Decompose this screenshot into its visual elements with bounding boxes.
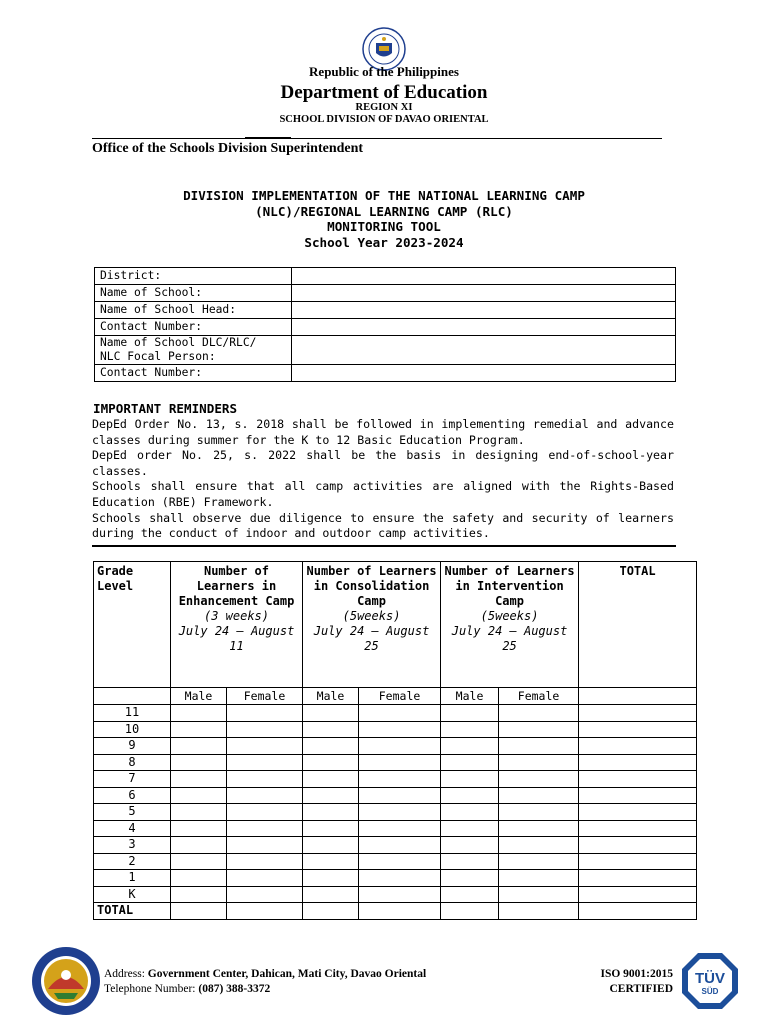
grade-label: 9 bbox=[94, 738, 171, 755]
table-cell[interactable] bbox=[171, 820, 227, 837]
table-cell[interactable] bbox=[499, 837, 579, 854]
info-value[interactable] bbox=[292, 365, 676, 382]
school-info-table bbox=[94, 267, 676, 382]
table-cell[interactable] bbox=[499, 804, 579, 821]
grade-row bbox=[94, 820, 697, 837]
gender-subheader-row bbox=[94, 688, 697, 705]
reminder-item: Schools shall observe due diligence to ensure the safety and security of learners during the conduct of indoor and outdoor camp activities. bbox=[92, 510, 674, 541]
title-line-2: (NLC)/REGIONAL LEARNING CAMP (RLC) bbox=[255, 203, 513, 219]
table-cell[interactable] bbox=[359, 787, 441, 804]
table-cell[interactable] bbox=[441, 787, 499, 804]
grade-row bbox=[94, 771, 697, 788]
table-cell[interactable] bbox=[171, 705, 227, 722]
table-cell[interactable] bbox=[579, 738, 697, 755]
table-cell[interactable] bbox=[441, 804, 499, 821]
table-cell[interactable] bbox=[579, 754, 697, 771]
table-cell[interactable] bbox=[359, 886, 441, 903]
grade-row bbox=[94, 886, 697, 903]
grade-row bbox=[94, 721, 697, 738]
table-cell[interactable] bbox=[227, 787, 303, 804]
male-subheader: Male bbox=[171, 688, 227, 705]
table-cell[interactable] bbox=[303, 820, 359, 837]
table-cell[interactable] bbox=[227, 771, 303, 788]
camp-dates: July 24 – August 11 bbox=[178, 624, 295, 653]
info-label: Contact Number: bbox=[95, 365, 292, 382]
info-row bbox=[95, 336, 676, 365]
table-cell[interactable] bbox=[441, 771, 499, 788]
table-cell[interactable] bbox=[171, 721, 227, 738]
office-label: Office of the Schools Division Superintendent bbox=[92, 141, 364, 156]
table-cell[interactable] bbox=[579, 870, 697, 887]
table-cell[interactable] bbox=[227, 754, 303, 771]
male-subheader: Male bbox=[441, 688, 499, 705]
table-cell[interactable] bbox=[171, 738, 227, 755]
grade-row bbox=[94, 853, 697, 870]
table-cell[interactable] bbox=[171, 903, 227, 920]
table-cell[interactable] bbox=[499, 870, 579, 887]
camp-title: Number of Learners in Intervention Camp bbox=[444, 564, 575, 608]
grade-row bbox=[94, 754, 697, 771]
grade-level-header: Grade Level bbox=[94, 562, 171, 688]
table-cell[interactable] bbox=[227, 853, 303, 870]
grade-row bbox=[94, 804, 697, 821]
info-row bbox=[95, 268, 676, 285]
camp-dates: July 24 – August 25 bbox=[313, 624, 430, 653]
table-cell[interactable] bbox=[227, 721, 303, 738]
table-cell[interactable] bbox=[171, 870, 227, 887]
grade-label: 3 bbox=[94, 837, 171, 854]
table-cell[interactable] bbox=[499, 886, 579, 903]
table-cell[interactable] bbox=[303, 903, 359, 920]
table-cell[interactable] bbox=[499, 853, 579, 870]
table-cell[interactable] bbox=[227, 886, 303, 903]
info-value[interactable] bbox=[292, 285, 676, 302]
grade-label: 10 bbox=[94, 721, 171, 738]
info-label: Name of School Head: bbox=[95, 302, 292, 319]
table-cell[interactable] bbox=[303, 771, 359, 788]
document-title bbox=[0, 188, 768, 251]
table-cell[interactable] bbox=[227, 804, 303, 821]
iso-label: ISO 9001:2015 bbox=[600, 968, 673, 980]
grade-label: 7 bbox=[94, 771, 171, 788]
table-cell[interactable] bbox=[579, 787, 697, 804]
table-cell[interactable] bbox=[579, 886, 697, 903]
grade-row bbox=[94, 787, 697, 804]
table-cell[interactable] bbox=[227, 705, 303, 722]
total-row-label: TOTAL bbox=[94, 903, 171, 920]
table-cell[interactable] bbox=[227, 870, 303, 887]
phone-label: Telephone Number: bbox=[104, 983, 196, 995]
grade-row bbox=[94, 705, 697, 722]
blank-subheader bbox=[579, 688, 697, 705]
info-value[interactable] bbox=[292, 336, 676, 365]
tuv-sud-certification-icon bbox=[680, 951, 740, 1011]
female-subheader: Female bbox=[359, 688, 441, 705]
table-cell[interactable] bbox=[359, 771, 441, 788]
footer-contact bbox=[104, 967, 426, 997]
grade-label: K bbox=[94, 886, 171, 903]
info-label: Contact Number: bbox=[95, 319, 292, 336]
reminders-divider bbox=[92, 545, 676, 547]
camp-duration: (5weeks) bbox=[342, 609, 401, 623]
table-cell[interactable] bbox=[441, 903, 499, 920]
female-subheader: Female bbox=[227, 688, 303, 705]
info-row bbox=[95, 285, 676, 302]
table-cell[interactable] bbox=[441, 886, 499, 903]
table-cell[interactable] bbox=[499, 903, 579, 920]
consolidation-camp-header bbox=[303, 562, 441, 688]
table-cell[interactable] bbox=[303, 754, 359, 771]
header-divider-accent bbox=[245, 137, 291, 139]
region-label: REGION XI bbox=[355, 102, 413, 113]
camp-title: Number of Learners in Enhancement Camp bbox=[178, 564, 295, 608]
table-cell[interactable] bbox=[499, 771, 579, 788]
tuv-text: TÜV bbox=[695, 970, 725, 987]
table-cell[interactable] bbox=[359, 721, 441, 738]
table-cell[interactable] bbox=[359, 853, 441, 870]
table-cell[interactable] bbox=[499, 820, 579, 837]
table-cell[interactable] bbox=[303, 787, 359, 804]
table-cell[interactable] bbox=[441, 837, 499, 854]
table-cell[interactable] bbox=[441, 721, 499, 738]
title-line-3: MONITORING TOOL bbox=[327, 219, 441, 235]
reminder-item: DepEd Order No. 13, s. 2018 shall be followed in implementing remedial and advance classes during summer for the K to 12 Basic Education Program. bbox=[92, 417, 674, 447]
table-cell[interactable] bbox=[499, 738, 579, 755]
table-cell[interactable] bbox=[579, 771, 697, 788]
table-cell[interactable] bbox=[359, 903, 441, 920]
grade-label: 8 bbox=[94, 754, 171, 771]
table-cell[interactable] bbox=[171, 837, 227, 854]
total-row bbox=[94, 903, 697, 920]
phone-line bbox=[104, 982, 426, 997]
table-cell[interactable] bbox=[579, 903, 697, 920]
table-cell[interactable] bbox=[303, 837, 359, 854]
table-cell[interactable] bbox=[359, 820, 441, 837]
title-line-4: School Year 2023-2024 bbox=[304, 235, 464, 251]
reminders-list bbox=[92, 417, 674, 542]
grade-row bbox=[94, 870, 697, 887]
table-cell[interactable] bbox=[227, 837, 303, 854]
grade-row bbox=[94, 738, 697, 755]
enhancement-camp-header bbox=[171, 562, 303, 688]
info-label: Name of School: bbox=[95, 285, 292, 302]
table-cell[interactable] bbox=[441, 853, 499, 870]
reminder-item: DepEd order No. 25, s. 2022 shall be the basis in designing end-of-school-year classes. bbox=[92, 448, 674, 478]
header-divider bbox=[92, 138, 662, 139]
camp-dates: July 24 – August 25 bbox=[451, 624, 568, 653]
table-cell[interactable] bbox=[359, 754, 441, 771]
info-label-line1: Name of School DLC/RLC/ bbox=[100, 336, 257, 349]
phone-value: (087) 388-3372 bbox=[198, 983, 271, 995]
female-subheader: Female bbox=[499, 688, 579, 705]
info-row bbox=[95, 365, 676, 382]
table-cell[interactable] bbox=[303, 804, 359, 821]
table-header-row bbox=[94, 562, 697, 688]
table-cell[interactable] bbox=[359, 837, 441, 854]
title-line-1: DIVISION IMPLEMENTATION OF THE NATIONAL LEARNING CAMP bbox=[183, 188, 585, 203]
table-cell[interactable] bbox=[303, 705, 359, 722]
camp-title: Number of Learners in Consolidation Camp bbox=[306, 564, 437, 608]
table-cell[interactable] bbox=[579, 853, 697, 870]
republic-label: Republic of the Philippines bbox=[309, 64, 459, 79]
table-cell[interactable] bbox=[579, 705, 697, 722]
division-label: SCHOOL DIVISION OF DAVAO ORIENTAL bbox=[279, 114, 489, 125]
info-value[interactable] bbox=[292, 319, 676, 336]
grade-label: 2 bbox=[94, 853, 171, 870]
table-cell[interactable] bbox=[499, 721, 579, 738]
info-value[interactable] bbox=[292, 302, 676, 319]
table-cell[interactable] bbox=[171, 754, 227, 771]
grade-row bbox=[94, 837, 697, 854]
info-label-multiline bbox=[95, 336, 292, 365]
grade-label: 1 bbox=[94, 870, 171, 887]
info-label-line2: NLC Focal Person: bbox=[100, 350, 216, 363]
info-value[interactable] bbox=[292, 268, 676, 285]
table-cell[interactable] bbox=[441, 705, 499, 722]
table-cell[interactable] bbox=[303, 853, 359, 870]
sud-text: SÜD bbox=[701, 987, 719, 996]
grade-label: 5 bbox=[94, 804, 171, 821]
male-subheader: Male bbox=[303, 688, 359, 705]
table-cell[interactable] bbox=[227, 903, 303, 920]
table-cell[interactable] bbox=[579, 837, 697, 854]
table-cell[interactable] bbox=[441, 820, 499, 837]
table-cell[interactable] bbox=[171, 853, 227, 870]
reminder-item: Schools shall ensure that all camp activities are aligned with the Rights-Based Education (RBE) Framework. bbox=[92, 479, 674, 509]
info-row bbox=[95, 302, 676, 319]
table-cell[interactable] bbox=[359, 804, 441, 821]
table-cell[interactable] bbox=[359, 705, 441, 722]
table-cell[interactable] bbox=[171, 771, 227, 788]
department-title: Department of Education bbox=[280, 82, 488, 103]
grade-label: 11 bbox=[94, 705, 171, 722]
camp-duration: (3 weeks) bbox=[203, 609, 270, 623]
table-cell[interactable] bbox=[359, 738, 441, 755]
table-cell[interactable] bbox=[303, 721, 359, 738]
table-cell[interactable] bbox=[303, 738, 359, 755]
certified-label: CERTIFIED bbox=[609, 983, 673, 995]
table-cell[interactable] bbox=[359, 870, 441, 887]
grade-label: 6 bbox=[94, 787, 171, 804]
table-cell[interactable] bbox=[441, 738, 499, 755]
table-cell[interactable] bbox=[171, 787, 227, 804]
intervention-camp-header bbox=[441, 562, 579, 688]
table-cell[interactable] bbox=[499, 754, 579, 771]
learner-count-table bbox=[93, 561, 697, 920]
table-cell[interactable] bbox=[579, 804, 697, 821]
table-cell[interactable] bbox=[499, 787, 579, 804]
table-cell[interactable] bbox=[171, 804, 227, 821]
table-cell[interactable] bbox=[499, 705, 579, 722]
address-label: Address: bbox=[104, 968, 145, 980]
table-cell[interactable] bbox=[441, 870, 499, 887]
table-cell[interactable] bbox=[227, 820, 303, 837]
table-cell[interactable] bbox=[579, 820, 697, 837]
blank-subheader bbox=[94, 688, 171, 705]
table-cell[interactable] bbox=[227, 738, 303, 755]
address-value: Government Center, Dahican, Mati City, Davao Oriental bbox=[147, 968, 427, 980]
reminders-heading: IMPORTANT REMINDERS bbox=[93, 401, 238, 416]
info-label: District: bbox=[95, 268, 292, 285]
total-header: TOTAL bbox=[579, 562, 697, 688]
table-cell[interactable] bbox=[441, 754, 499, 771]
table-cell[interactable] bbox=[579, 721, 697, 738]
grade-label: 4 bbox=[94, 820, 171, 837]
iso-certification bbox=[565, 967, 673, 997]
info-row bbox=[95, 319, 676, 336]
division-logo-icon bbox=[30, 945, 102, 1017]
grade-rows bbox=[94, 705, 697, 903]
camp-duration: (5weeks) bbox=[480, 609, 539, 623]
table-cell[interactable] bbox=[303, 870, 359, 887]
table-cell[interactable] bbox=[171, 886, 227, 903]
address-line bbox=[104, 967, 426, 982]
table-cell[interactable] bbox=[303, 886, 359, 903]
